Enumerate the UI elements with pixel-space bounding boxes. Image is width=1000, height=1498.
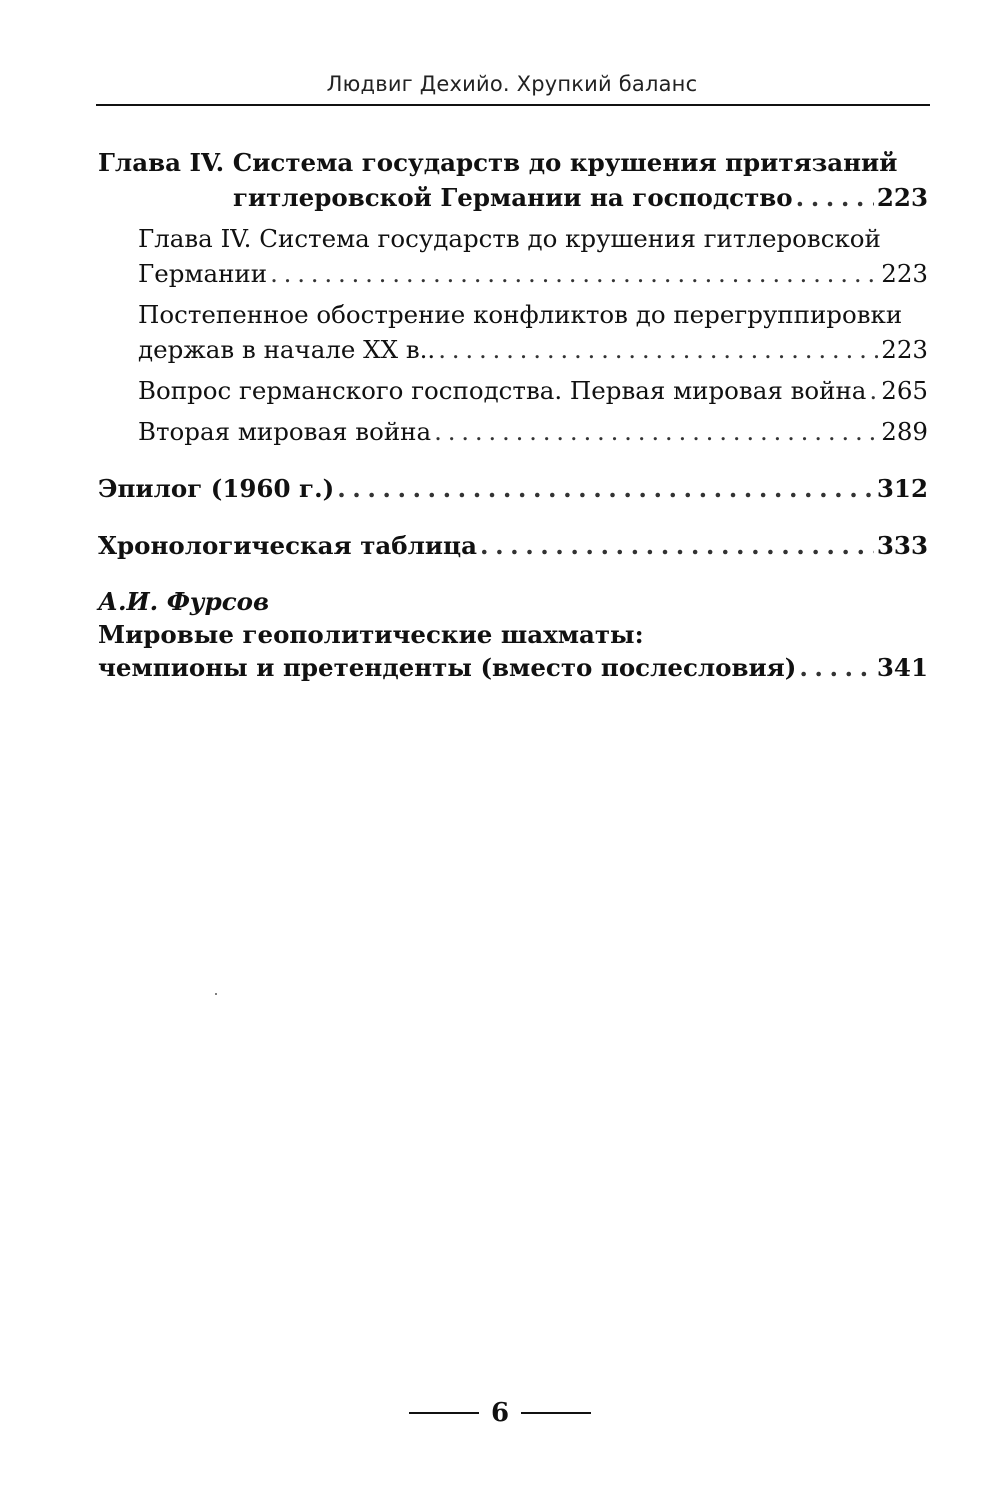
toc-entry-title: чемпионы и претенденты (вместо послесловия) [98, 653, 797, 682]
page-number-footer [0, 1398, 1000, 1428]
toc-entry-line [138, 221, 928, 256]
dot-leader [799, 651, 873, 684]
toc-subsection-3[interactable] [138, 373, 928, 408]
toc-page-number: 265 [881, 376, 928, 405]
toc-entry-title: Глава IV. Система государств до крушения притязаний [98, 148, 898, 177]
toc-entry-line [138, 256, 928, 291]
toc-entry-line [98, 651, 928, 684]
author-name: А.И. Фурсов [98, 587, 270, 616]
toc-entry-title: Мировые геополитические шахматы: [98, 620, 644, 649]
toc-entry-title: Глава IV. Система государств до крушения гитлеровской [138, 224, 881, 253]
dot-leader [480, 528, 874, 563]
toc-page-number: 223 [881, 335, 928, 364]
dot-leader [869, 373, 878, 408]
toc-entry-title: держав в начале XX в.. [138, 335, 436, 364]
dot-leader [438, 332, 878, 367]
toc-subsection-2[interactable] [138, 297, 928, 367]
toc-entry-line [138, 414, 928, 449]
toc-entry-title: Германии [138, 259, 268, 288]
table-of-contents [98, 145, 928, 684]
dot-leader [337, 471, 874, 506]
toc-page-number: 223 [876, 183, 928, 212]
toc-chapter-4-line1 [98, 145, 928, 180]
toc-chapter-4[interactable] [98, 145, 928, 215]
toc-chronology[interactable] [98, 528, 928, 563]
toc-afterword[interactable] [98, 585, 928, 684]
toc-page-number: 223 [881, 259, 928, 288]
running-head: Людвиг Дехийо. Хрупкий баланс [326, 72, 698, 96]
toc-entry-title: Постепенное обострение конфликтов до перегруппировки [138, 300, 903, 329]
toc-page-number: 312 [876, 474, 928, 503]
header-rule [96, 104, 930, 106]
dot-leader [796, 180, 874, 215]
toc-entry-line [138, 373, 928, 408]
toc-chapter-4-line2 [98, 180, 928, 215]
afterword-author [98, 585, 928, 618]
toc-entry-line [98, 618, 928, 651]
page-number: 6 [490, 1398, 510, 1428]
toc-entry-line [138, 297, 928, 332]
toc-entry-title: Хронологическая таблица [98, 531, 478, 560]
folio-dash-right [521, 1412, 591, 1414]
toc-entry-line [98, 471, 928, 506]
toc-page-number: 341 [876, 653, 928, 682]
toc-subsection-4[interactable] [138, 414, 928, 449]
toc-entry-line [98, 528, 928, 563]
folio-dash-left [409, 1412, 479, 1414]
print-speck [215, 993, 217, 995]
toc-subsection-1[interactable] [138, 221, 928, 291]
toc-entry-title: Эпилог (1960 г.) [98, 474, 335, 503]
toc-entry-title: гитлеровской Германии на господство [233, 183, 793, 212]
toc-page-number: 289 [881, 417, 928, 446]
toc-entry-title: Вторая мировая война [138, 417, 432, 446]
toc-entry-title: Вопрос германского господства. Первая мировая война [138, 376, 867, 405]
toc-entry-line [138, 332, 928, 367]
dot-leader [270, 256, 878, 291]
toc-epilog[interactable] [98, 471, 928, 506]
toc-page-number: 333 [876, 531, 928, 560]
dot-leader [434, 414, 878, 449]
